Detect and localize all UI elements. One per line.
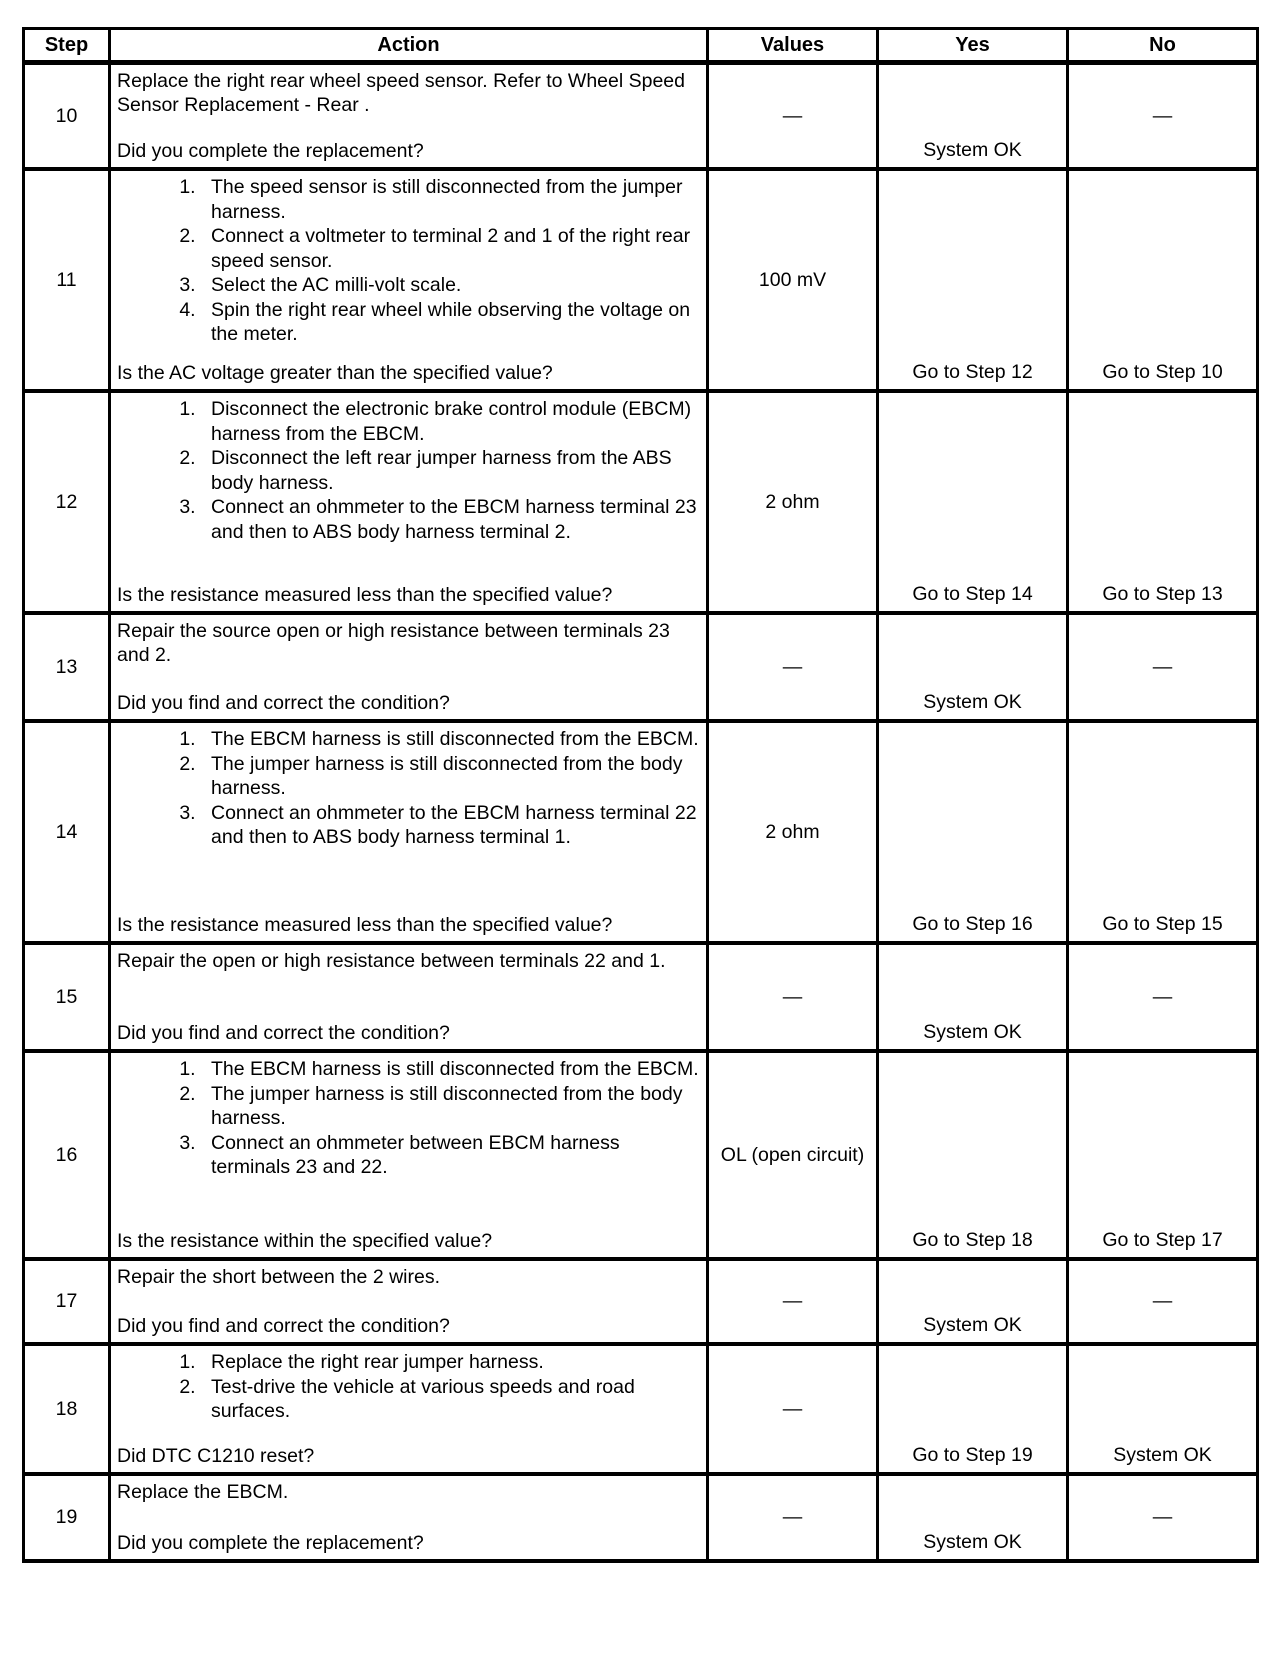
action-step-list <box>117 1350 700 1424</box>
action-content <box>111 171 706 389</box>
action-instructions <box>111 945 706 973</box>
action-instructions <box>111 615 706 667</box>
table-body <box>24 63 1258 1562</box>
action-cell <box>110 1051 708 1259</box>
no-result: Go to Step 17 <box>1068 1051 1258 1259</box>
action-instructions <box>111 393 706 544</box>
action-cell <box>110 391 708 613</box>
action-step-list <box>117 727 700 850</box>
step-number: 14 <box>24 721 110 943</box>
yes-result: Go to Step 14 <box>878 391 1068 613</box>
action-step-item: 2. Connect a voltmeter to terminal 2 and 1 of the right rear speed sensor. <box>201 224 700 273</box>
step-number: 13 <box>24 613 110 721</box>
header-yes: Yes <box>878 29 1068 63</box>
no-result: — <box>1068 943 1258 1051</box>
yes-result: System OK <box>878 943 1068 1051</box>
spec-value: 2 ohm <box>708 391 878 613</box>
action-step-item: 2. The jumper harness is still disconnected from the body harness. <box>201 1082 700 1131</box>
action-content <box>111 1261 706 1342</box>
action-question: Did you find and correct the condition? <box>117 692 450 714</box>
spec-value: — <box>708 1344 878 1474</box>
action-instructions <box>111 1261 706 1289</box>
action-instructions <box>111 171 706 347</box>
action-text: Repair the open or high resistance between terminals 22 and 1. <box>117 950 666 972</box>
action-cell <box>110 1344 708 1474</box>
action-content <box>111 393 706 611</box>
action-step-item: 3. Connect an ohmmeter to the EBCM harness terminal 23 and then to ABS body harness terminal 2. <box>201 495 700 544</box>
yes-result: Go to Step 18 <box>878 1051 1068 1259</box>
action-question: Is the resistance measured less than the specified value? <box>117 914 613 936</box>
no-result: — <box>1068 613 1258 721</box>
no-result: Go to Step 15 <box>1068 721 1258 943</box>
header-action: Action <box>110 29 708 63</box>
no-result: Go to Step 10 <box>1068 169 1258 391</box>
table-row <box>24 391 1258 613</box>
spec-value: OL (open circuit) <box>708 1051 878 1259</box>
table-row <box>24 169 1258 391</box>
action-content <box>111 1053 706 1257</box>
action-step-item: 2. The jumper harness is still disconnected from the body harness. <box>201 752 700 801</box>
table-row <box>24 1259 1258 1344</box>
spec-value: — <box>708 63 878 170</box>
action-text: Repair the short between the 2 wires. <box>117 1266 441 1288</box>
step-number: 11 <box>24 169 110 391</box>
action-step-item: 1. The EBCM harness is still disconnected from the EBCM. <box>201 727 700 752</box>
yes-result: System OK <box>878 63 1068 170</box>
action-step-item: 2. Disconnect the left rear jumper harness from the ABS body harness. <box>201 446 700 495</box>
action-step-item: 3. Select the AC milli-volt scale. <box>201 273 700 298</box>
step-number: 12 <box>24 391 110 613</box>
table-row <box>24 943 1258 1051</box>
header-values: Values <box>708 29 878 63</box>
action-cell <box>110 721 708 943</box>
action-content <box>111 65 706 167</box>
action-cell <box>110 943 708 1051</box>
action-text: Replace the EBCM. <box>117 1481 289 1503</box>
action-content <box>111 723 706 941</box>
action-cell <box>110 169 708 391</box>
yes-result: System OK <box>878 613 1068 721</box>
action-question: Did DTC C1210 reset? <box>117 1445 315 1467</box>
spec-value: — <box>708 613 878 721</box>
action-text: Replace the right rear wheel speed sensor. Refer to Wheel Speed Sensor Replacement - Rear . <box>117 70 685 116</box>
spec-value: 2 ohm <box>708 721 878 943</box>
action-question: Did you complete the replacement? <box>117 140 424 162</box>
table-row <box>24 63 1258 170</box>
table-row <box>24 1051 1258 1259</box>
action-step-item: 3. Connect an ohmmeter to the EBCM harness terminal 22 and then to ABS body harness terminal 1. <box>201 801 700 850</box>
action-step-item: 3. Connect an ohmmeter between EBCM harness terminals 23 and 22. <box>201 1131 700 1180</box>
yes-result: Go to Step 12 <box>878 169 1068 391</box>
action-step-item: 1. Disconnect the electronic brake control module (EBCM) harness from the EBCM. <box>201 397 700 446</box>
action-instructions <box>111 1346 706 1424</box>
action-step-item: 1. The speed sensor is still disconnected from the jumper harness. <box>201 175 700 224</box>
action-text: Repair the source open or high resistance between terminals 23 and 2. <box>117 620 670 666</box>
action-step-item: 4. Spin the right rear wheel while observing the voltage on the meter. <box>201 298 700 347</box>
step-number: 18 <box>24 1344 110 1474</box>
no-result: — <box>1068 1474 1258 1561</box>
step-number: 19 <box>24 1474 110 1561</box>
diagnostic-table <box>22 27 1259 1563</box>
action-step-list <box>117 1057 700 1180</box>
action-content <box>111 945 706 1049</box>
header-step: Step <box>24 29 110 63</box>
no-result: — <box>1068 1259 1258 1344</box>
action-content <box>111 1346 706 1472</box>
spec-value: — <box>708 1474 878 1561</box>
action-question: Is the resistance within the specified value? <box>117 1230 493 1252</box>
action-question: Is the resistance measured less than the specified value? <box>117 584 613 606</box>
spec-value: — <box>708 1259 878 1344</box>
header-no: No <box>1068 29 1258 63</box>
yes-result: Go to Step 16 <box>878 721 1068 943</box>
action-step-item: 2. Test-drive the vehicle at various speeds and road surfaces. <box>201 1375 700 1424</box>
table-row <box>24 721 1258 943</box>
action-step-list <box>117 175 700 347</box>
action-question: Did you find and correct the condition? <box>117 1022 450 1044</box>
table-row <box>24 1344 1258 1474</box>
table-row <box>24 1474 1258 1561</box>
action-step-list <box>117 397 700 544</box>
action-cell <box>110 1474 708 1561</box>
action-content <box>111 1476 706 1559</box>
action-question: Did you find and correct the condition? <box>117 1315 450 1337</box>
action-cell <box>110 613 708 721</box>
step-number: 17 <box>24 1259 110 1344</box>
action-step-item: 1. The EBCM harness is still disconnected from the EBCM. <box>201 1057 700 1082</box>
action-question: Did you complete the replacement? <box>117 1532 424 1554</box>
action-step-item: 1. Replace the right rear jumper harness. <box>201 1350 700 1375</box>
step-number: 10 <box>24 63 110 170</box>
no-result: Go to Step 13 <box>1068 391 1258 613</box>
no-result: System OK <box>1068 1344 1258 1474</box>
spec-value: 100 mV <box>708 169 878 391</box>
action-instructions <box>111 1476 706 1504</box>
action-cell <box>110 63 708 170</box>
table-row <box>24 613 1258 721</box>
header-row <box>24 29 1258 63</box>
action-instructions <box>111 723 706 850</box>
yes-result: System OK <box>878 1474 1068 1561</box>
action-cell <box>110 1259 708 1344</box>
action-question: Is the AC voltage greater than the specified value? <box>117 362 553 384</box>
action-instructions <box>111 1053 706 1180</box>
action-instructions <box>111 65 706 117</box>
action-content <box>111 615 706 719</box>
yes-result: System OK <box>878 1259 1068 1344</box>
no-result: — <box>1068 63 1258 170</box>
step-number: 15 <box>24 943 110 1051</box>
spec-value: — <box>708 943 878 1051</box>
step-number: 16 <box>24 1051 110 1259</box>
yes-result: Go to Step 19 <box>878 1344 1068 1474</box>
